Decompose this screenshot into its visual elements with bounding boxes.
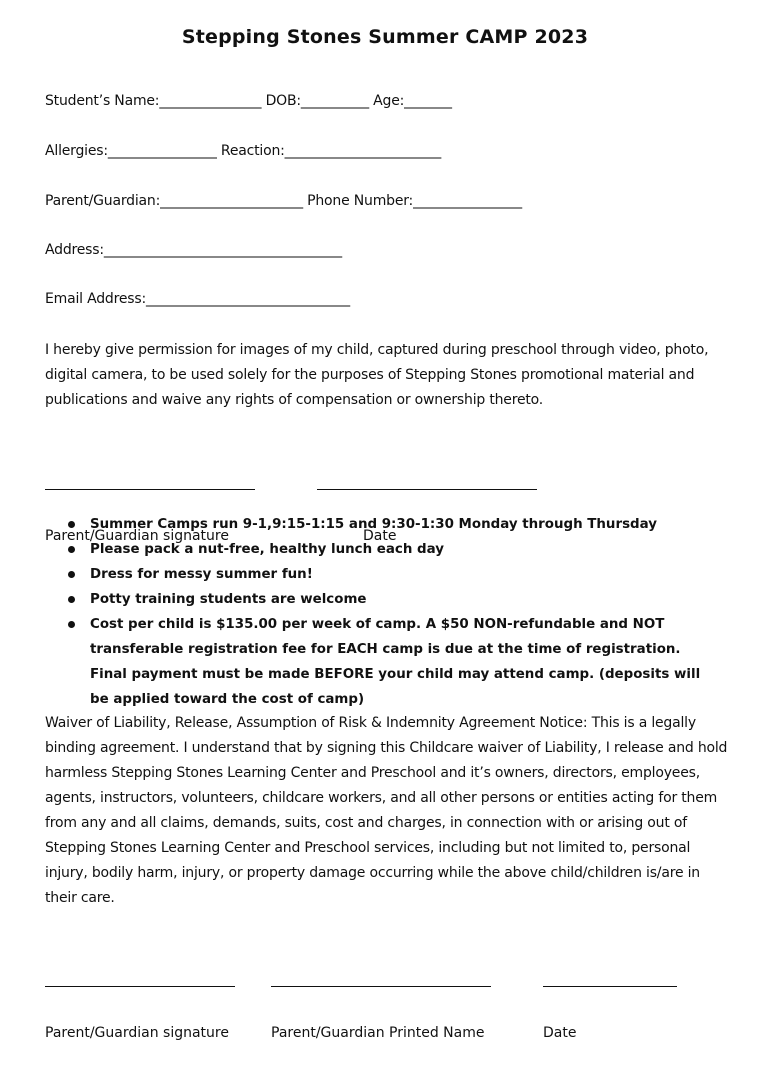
camp-info-list	[60, 512, 720, 712]
printed-name-label: Parent/Guardian Printed Name	[271, 1025, 485, 1041]
list-item: Potty training students are welcome	[60, 587, 720, 612]
date-label: Date	[543, 1025, 577, 1041]
signature-label: Parent/Guardian signature	[45, 528, 229, 544]
signature-label: Parent/Guardian signature	[45, 1025, 229, 1041]
list-item: Please pack a nut-free, healthy lunch each day	[60, 537, 720, 562]
list-item: Cost per child is $135.00 per week of camp. A $50 NON-refundable and NOT transferable registration fee for EACH camp is due at the time of registration. Final payment must be made BEFORE your child may attend camp. (deposits will be applied toward the cost of camp)	[60, 612, 720, 712]
date-label: Date	[363, 528, 397, 544]
bullet-icon	[68, 596, 75, 603]
guardian-phone-line: Parent/Guardian:_____________________ Phone Number:________________	[45, 193, 522, 209]
printed-name-line	[271, 972, 491, 987]
bullet-icon	[68, 521, 75, 528]
signature-line	[45, 972, 235, 987]
bullet-icon	[68, 621, 75, 628]
photo-permission-text: I hereby give permission for images of my child, captured during preschool through video, photo, digital camera, to be used solely for the purposes of Stepping Stones promotional material and publications and waive any rights of compensation or ownership thereto.	[45, 342, 709, 408]
signature-line	[45, 475, 255, 490]
signature-field-date-2	[543, 940, 677, 1073]
bullet-icon	[68, 571, 75, 578]
signature-field-guardian-2	[45, 940, 235, 1073]
date-line	[317, 475, 537, 490]
list-item: Summer Camps run 9-1,9:15-1:15 and 9:30-1:30 Monday through Thursday	[60, 512, 720, 537]
email-line: Email Address:______________________________	[45, 291, 350, 307]
student-info-line: Student’s Name:_______________ DOB:__________ Age:_______	[45, 93, 452, 109]
date-line	[543, 972, 677, 987]
printed-name-field	[271, 940, 491, 1073]
waiver-text: Waiver of Liability, Release, Assumption of Risk & Indemnity Agreement Notice: This is a legally binding agreement. I understand that by signing this Childcare waiver of Liability, I release and hold harmless Stepping Stones Learning Center and Preschool and it’s owners, directors, employees, agents, instructors, volunteers, childcare workers, and all other persons or entities acting for them from any and all claims, demands, suits, cost and charges, in connection with or arising out of Stepping Stones Learning Center and Preschool services, including but not limited to, personal injury, bodily harm, injury, or property damage occurring while the above child/children is/are in their care.	[45, 715, 728, 906]
list-item: Dress for messy summer fun!	[60, 562, 720, 587]
address-line: Address:___________________________________	[45, 242, 342, 258]
bullet-icon	[68, 546, 75, 553]
form-title: Stepping Stones Summer CAMP 2023	[181, 26, 589, 48]
allergies-line: Allergies:________________ Reaction:_______________________	[45, 143, 442, 159]
